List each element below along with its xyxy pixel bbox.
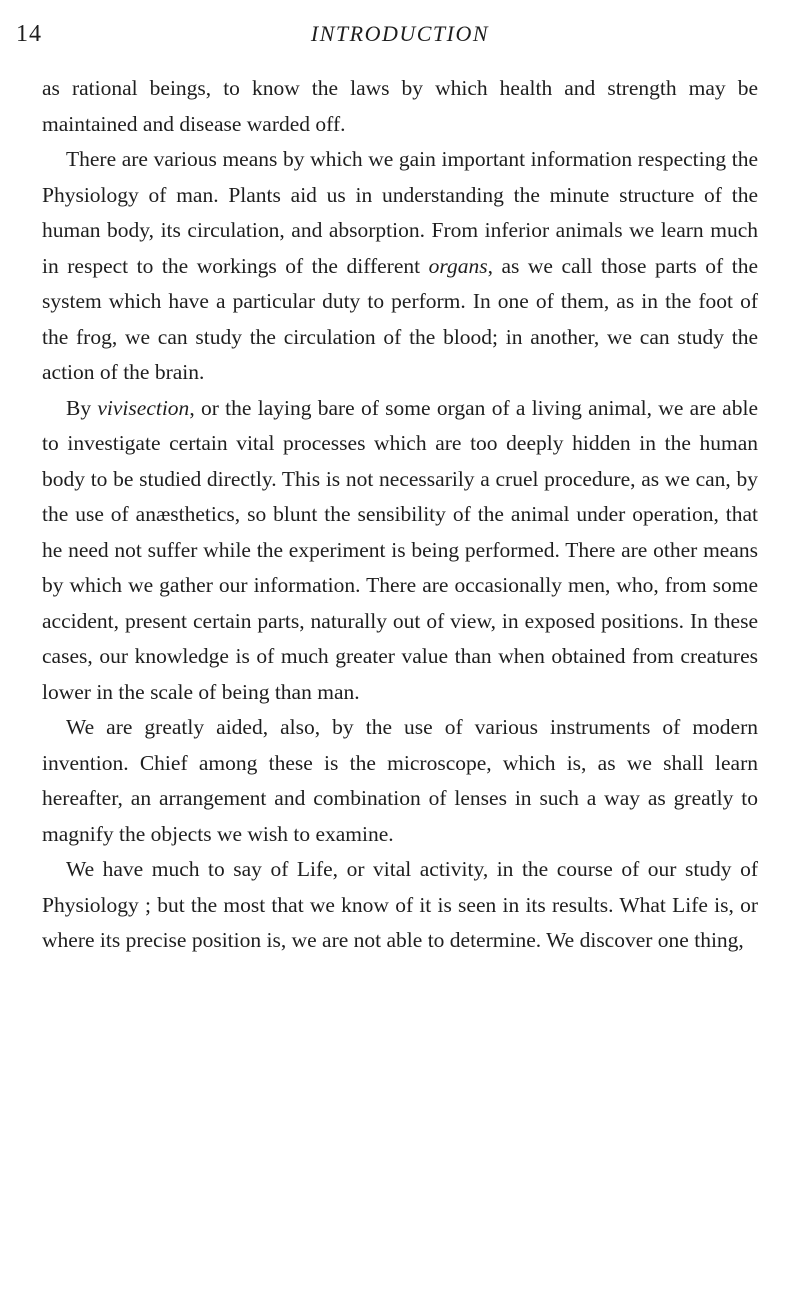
paragraph-text: We are greatly aided, also, by the use of various instruments of modern invention. Chief among these is the microscope, which is, as we shall learn hereafter, an arrangement and combination of lenses in such a way as greatly to magnify the objects we wish to examine. — [42, 715, 758, 846]
paragraph-text: as rational beings, to know the laws by which health and strength may be maintained and disease warded off. — [42, 76, 758, 136]
paragraph-text: There are various means by which we gain important information respecting the Physiology of man. Plants aid us in understanding the minute structure of the human body, its circulation, and absorption. From inferior animals we learn much in respect to the workings of the different — [42, 147, 758, 278]
running-head: INTRODUCTION — [310, 21, 490, 46]
paragraph-2 — [42, 142, 758, 391]
paragraph-1 — [42, 71, 758, 142]
emphasis-term: vivisection — [97, 395, 190, 420]
emphasis-term: organs — [428, 253, 488, 278]
body-text — [42, 71, 758, 959]
page-header — [16, 16, 784, 52]
paragraph-text: , as we call those parts of the system which have a particular duty to perform. In one of them, as in the foot of the frog, we can study the circulation of the blood; in another, we can study the action of the brain. — [42, 253, 758, 384]
paragraph-3 — [42, 391, 758, 711]
paragraph-text: By — [66, 395, 98, 420]
paragraph-text: We have much to say of Life, or vital activity, in the course of our study of Physiology ; but the most that we know of it is seen in its results. What Life is, or where its precise position is, we are not able to determine. We discover one thing, — [42, 857, 758, 952]
paragraph-text: , or the laying bare of some organ of a living animal, we are able to investigate certain vital processes which are too deeply hidden in the human body to be studied directly. This is not necessarily a cruel procedure, as we can, by the use of anæsthetics, so blunt the sensibility of the animal under operation, that he need not suffer while the experiment is being performed. There are other means by which we gather our information. There are occasionally men, who, from some accident, present certain parts, naturally out of view, in exposed positions. In these cases, our knowledge is of much greater value than when obtained from creatures lower in the scale of being than man. — [42, 395, 758, 704]
page-number: 14 — [16, 21, 42, 47]
paragraph-5 — [42, 852, 758, 959]
paragraph-4 — [42, 710, 758, 852]
